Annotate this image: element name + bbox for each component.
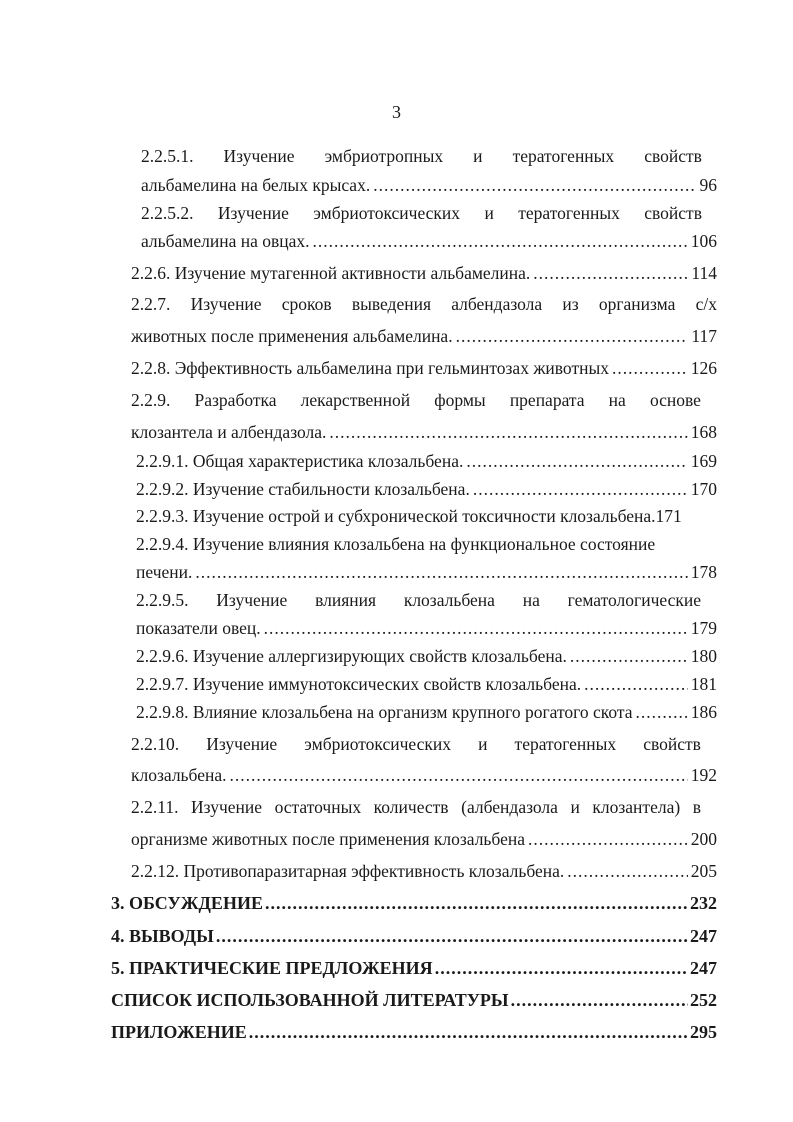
toc-word: клозантела) [592,797,681,817]
toc-entry-title: 2.2.9.7. Изучение иммунотоксических свойств клозальбена. [136,674,582,694]
toc-entry-2-2-5-1-line1 [141,145,702,167]
toc-entry-2-2-5-2-line2[interactable] [141,230,717,252]
toc-entry-2-2-9-line1 [131,389,701,411]
toc-entry-title: 2.2.9.2. Изучение стабильности клозальбена. [136,479,470,499]
toc-entry-2-2-12[interactable] [131,860,717,882]
dot-leader [313,230,688,252]
toc-word: Изучение [217,203,289,223]
toc-page-number: 192 [690,765,717,785]
toc-word: эмбриотропных [324,146,444,166]
dot-leader [636,701,688,723]
toc-entry-title: альбамелина на овцах. [141,231,310,251]
toc-entry-2-2-9-6[interactable] [136,645,717,667]
toc-page-number: 106 [690,231,717,251]
toc-word: препарата [509,390,585,410]
dot-leader [456,325,689,347]
toc-entry-2-2-9-5-line2[interactable] [136,617,717,639]
toc-page-number: 181 [690,674,717,694]
toc-page-number: 178 [690,562,717,582]
toc-page-number: 186 [690,702,717,722]
dot-leader [570,645,688,667]
toc-entry-2-2-11-line1 [131,796,701,818]
toc-entry-title: клозальбена. [131,765,227,785]
toc-word: и [484,203,494,223]
toc-word: формы [434,390,486,410]
toc-entry-title: 4. ВЫВОДЫ [111,926,214,946]
toc-entry-title: 3. ОБСУЖДЕНИЕ [111,893,263,913]
toc-word: выведения [351,294,432,314]
toc-word: клозальбена [403,590,495,610]
toc-word: 2.2.5.2. [141,203,194,223]
toc-word: 2.2.10. [131,734,180,754]
toc-entry-chapter-5[interactable] [111,957,717,979]
toc-word: гематологические [567,590,701,610]
dot-leader [435,957,688,979]
toc-entry-title: 2.2.9.3. Изучение острой и субхронической токсичности клозальбена.171 [136,506,682,526]
toc-word: эмбриотоксических [304,734,452,754]
toc-word: влияния [315,590,377,610]
dot-leader [584,673,688,695]
toc-entry-title: 2.2.9.1. Общая характеристика клозальбена. [136,451,464,471]
toc-word: лекарственной [300,390,411,410]
toc-entry-2-2-7-line1 [131,293,717,315]
toc-word: (албендазола [461,797,558,817]
toc-word: свойств [644,203,702,223]
toc-page-number: 247 [690,926,717,946]
toc-entry-title: 5. ПРАКТИЧЕСКИЕ ПРЕДЛОЖЕНИЯ [111,958,433,978]
toc-entry-title: животных после применения альбамелина. [131,326,453,346]
toc-page-number: 96 [699,175,717,195]
toc-word: и [478,734,488,754]
toc-page-number: 232 [690,893,717,913]
toc-word: и [473,146,483,166]
toc-word: 2.2.7. [131,294,171,314]
toc-entry-2-2-9-8[interactable] [136,701,717,723]
toc-word: 2.2.9.5. [136,590,189,610]
dot-leader [466,450,687,472]
dot-leader [264,617,688,639]
toc-word: и [570,797,580,817]
toc-page-number: 247 [690,958,717,978]
toc-page-number: 168 [690,422,717,442]
toc-page-number: 169 [690,451,717,471]
toc-word: основе [649,390,701,410]
toc-page-number: 179 [690,618,717,638]
toc-page-number: 180 [690,646,717,666]
toc-page-number: 114 [691,263,717,283]
toc-entry-title: альбамелина на белых крысах. [141,175,371,195]
toc-word: с/х [695,294,717,314]
toc-word: тератогенных [514,734,617,754]
toc-entry-title: клозантела и албендазола. [131,422,327,442]
toc-word: сроков [281,294,332,314]
toc-entry-title: 2.2.6. Изучение мутагенной активности альбамелина. [131,263,531,283]
toc-entry-title: 2.2.9.8. Влияние клозальбена на организм крупного рогатого скота [136,702,633,722]
toc-page-number: 252 [690,990,717,1010]
toc-entry-chapter-3[interactable] [111,892,717,914]
toc-entry-2-2-10-line2[interactable] [131,764,717,786]
toc-word: организма [598,294,676,314]
toc-entry-title: 2.2.9.4. Изучение влияния клозальбена на функциональное состояние [136,534,656,554]
toc-word: на [608,390,626,410]
toc-entry-title: показатели овец. [136,618,261,638]
toc-entry-2-2-9-2[interactable] [136,478,717,500]
toc-word: Разработка [194,390,277,410]
dot-leader [265,892,688,914]
toc-page-number: 126 [690,358,717,378]
dot-leader [229,764,687,786]
toc-entry-title: организме животных после применения клозальбена [131,829,525,849]
toc-entry-references[interactable] [111,989,717,1011]
toc-entry-title: 2.2.12. Противопаразитарная эффективность клозальбена. [131,861,565,881]
toc-word: 2.2.9. [131,390,171,410]
toc-entry-2-2-9-4-line1 [136,533,717,555]
toc-word: Изучение [216,590,288,610]
toc-word: свойств [644,146,702,166]
toc-entry-2-2-9-3[interactable] [136,505,726,527]
dot-leader [216,925,688,947]
dot-leader [528,828,688,850]
toc-page-number: 205 [690,861,717,881]
toc-word: Изучение [223,146,295,166]
toc-entry-title: печени. [136,562,193,582]
toc-entry-2-2-9-5-line1 [136,589,701,611]
dot-leader [329,421,687,443]
toc-word: Изучение [206,734,278,754]
toc-entry-appendix[interactable] [111,1021,717,1043]
page-number: 3 [392,102,401,122]
toc-entry-2-2-10-line1 [131,733,701,755]
dot-leader [567,860,687,882]
toc-entry-2-2-11-line2[interactable] [131,828,717,850]
toc-page-number: 117 [691,326,717,346]
toc-page-number: 295 [690,1022,717,1042]
toc-word: Изучение [191,797,263,817]
toc-entry-2-2-6[interactable] [131,262,717,284]
toc-page-number: 170 [690,479,717,499]
toc-word: 2.2.5.1. [141,146,194,166]
toc-word: в [692,797,701,817]
toc-entry-title: 2.2.9.6. Изучение аллергизирующих свойств клозальбена. [136,646,567,666]
toc-entry-2-2-9-7[interactable] [136,673,717,695]
toc-word: на [522,590,540,610]
toc-word: остаточных [274,797,362,817]
toc-word: количеств [373,797,449,817]
toc-word: тератогенных [518,203,620,223]
dot-leader [195,561,687,583]
dot-leader [249,1021,688,1043]
toc-entry-chapter-4[interactable] [111,925,717,947]
toc-word: эмбриотоксических [313,203,461,223]
dot-leader [612,357,688,379]
dot-leader [473,478,688,500]
toc-entry-title: СПИСОК ИСПОЛЬЗОВАННОЙ ЛИТЕРАТУРЫ [111,990,509,1010]
dot-leader [511,989,688,1011]
toc-entry-2-2-8[interactable] [131,357,717,379]
dot-leader [373,174,696,196]
toc-entry-2-2-9-line2[interactable] [131,421,717,443]
toc-word: Изучение [190,294,262,314]
toc-word: из [562,294,579,314]
toc-entry-2-2-9-4-line2[interactable] [136,561,717,583]
toc-word: тератогенных [512,146,615,166]
toc-page-number: 200 [690,829,717,849]
toc-word: свойств [643,734,701,754]
toc-entry-2-2-9-1[interactable] [136,450,717,472]
toc-entry-2-2-5-2-line1 [141,202,702,224]
toc-entry-title: ПРИЛОЖЕНИЕ [111,1022,247,1042]
toc-entry-2-2-7-line2[interactable] [131,325,717,347]
toc-word: албендазола [451,294,543,314]
toc-word: 2.2.11. [131,797,179,817]
dot-leader [533,262,688,284]
toc-entry-title: 2.2.8. Эффективность альбамелина при гельминтозах животных [131,358,609,378]
toc-entry-2-2-5-1-line2[interactable] [141,174,717,196]
